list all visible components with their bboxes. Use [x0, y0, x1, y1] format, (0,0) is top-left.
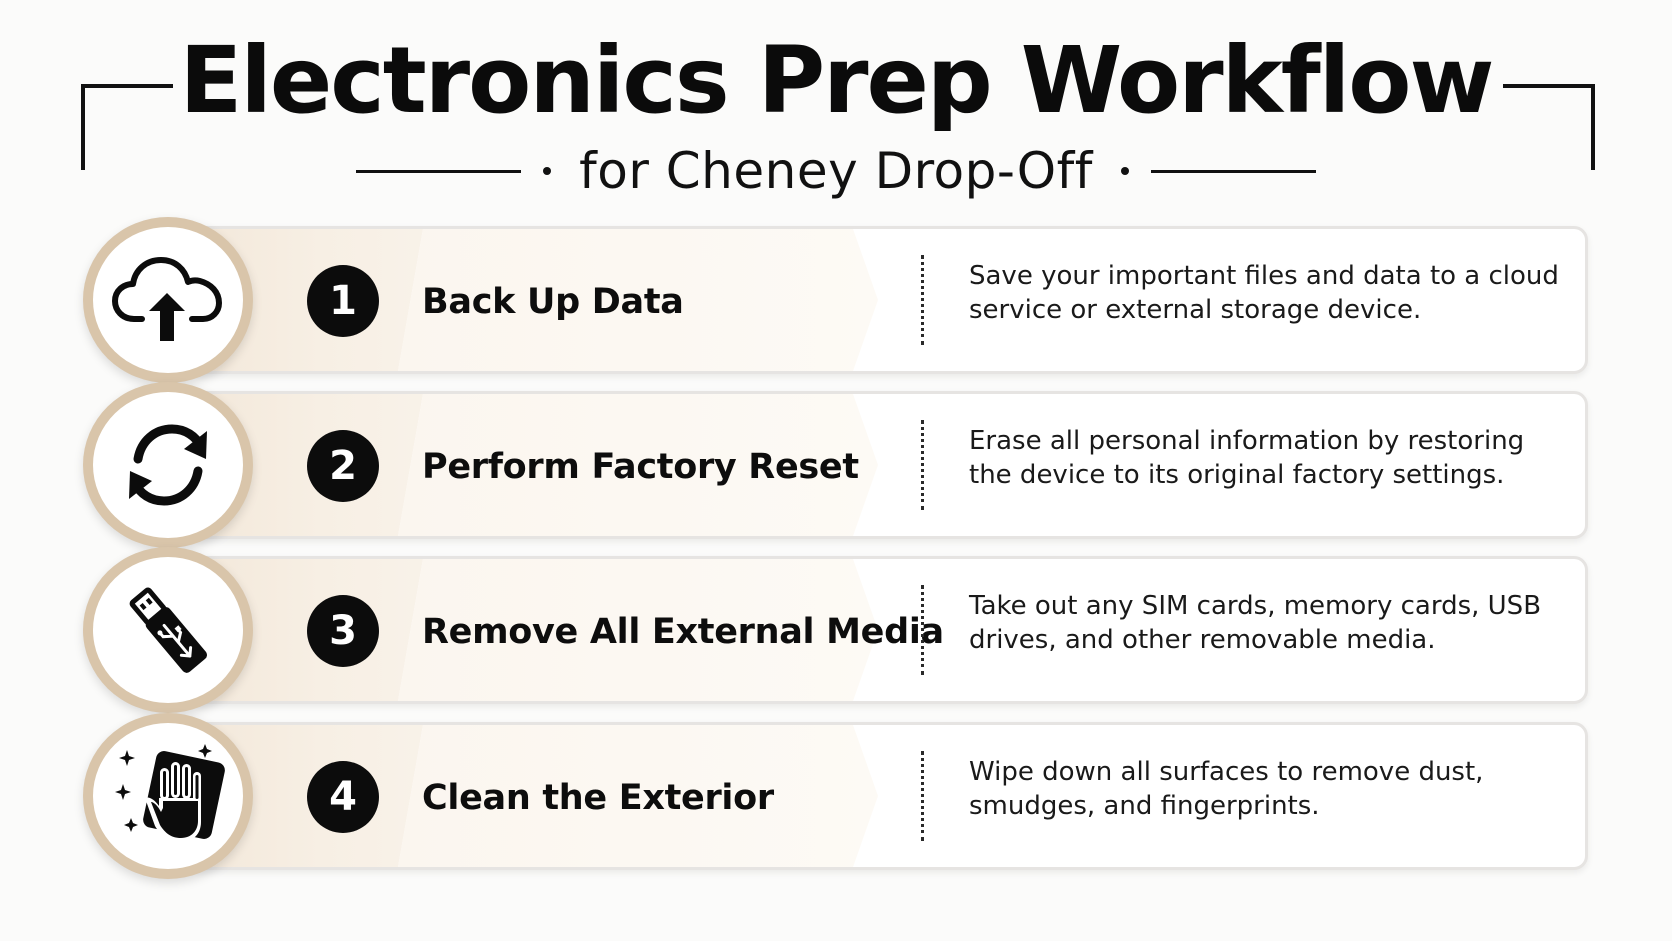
step-divider — [921, 751, 924, 841]
refresh-icon — [122, 419, 214, 511]
step-label: Remove All External Media — [422, 612, 944, 652]
subtitle-rule-right — [1151, 170, 1316, 173]
step-label: Clean the Exterior — [422, 778, 774, 818]
subtitle-row — [0, 138, 1672, 204]
step-description: Take out any SIM cards, memory cards, USB drives, and other removable media. — [969, 591, 1542, 655]
subtitle-dot-right — [1121, 167, 1129, 175]
step-description: Wipe down all surfaces to remove dust, smudges, and fingerprints. — [969, 757, 1484, 821]
step-back-up-data — [0, 217, 1672, 383]
step-clean-exterior — [0, 713, 1672, 879]
cleaning-hand-icon — [109, 742, 227, 850]
step-divider — [921, 255, 924, 345]
step-label: Back Up Data — [422, 282, 684, 322]
step-number-badge: 3 — [307, 595, 379, 667]
step-icon-ring — [83, 547, 253, 713]
step-icon-ring — [83, 713, 253, 879]
step-factory-reset — [0, 382, 1672, 548]
step-divider — [921, 420, 924, 510]
step-label: Perform Factory Reset — [422, 447, 859, 487]
step-number-badge: 2 — [307, 430, 379, 502]
step-icon-ring — [83, 217, 253, 383]
step-number-badge: 4 — [307, 761, 379, 833]
step-remove-external-media — [0, 547, 1672, 713]
step-divider — [921, 585, 924, 675]
step-description: Erase all personal information by restoring the device to its original factory settings. — [969, 426, 1525, 490]
subtitle-dot-left — [543, 167, 551, 175]
page-subtitle: for Cheney Drop-Off — [579, 142, 1093, 200]
step-icon-ring — [83, 382, 253, 548]
step-number-badge: 1 — [307, 265, 379, 337]
step-description: Save your important files and data to a cloud service or external storage device. — [969, 261, 1559, 325]
subtitle-rule-left — [356, 170, 521, 173]
page-title: Electronics Prep Workflow — [179, 27, 1493, 134]
usb-drive-icon — [118, 580, 218, 680]
cloud-upload-icon — [112, 255, 224, 345]
